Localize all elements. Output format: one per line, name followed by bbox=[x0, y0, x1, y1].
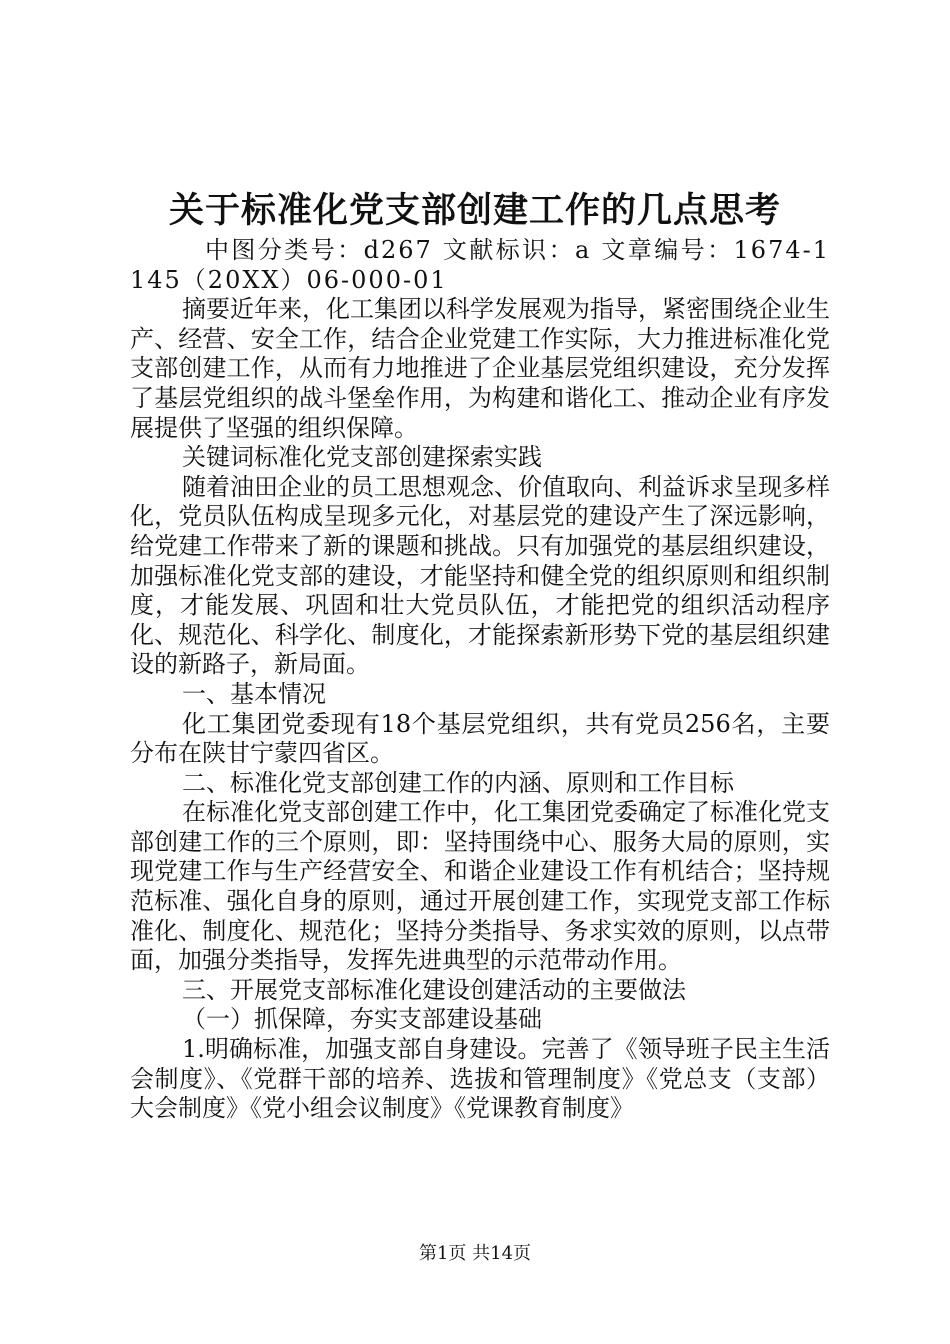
section-heading-1: 一、基本情况 bbox=[182, 679, 326, 708]
basic-situation-paragraph: 化工集团党委现有18个基层党组织，共有党员256名，主要分布在陕甘宁蒙四省区。 bbox=[130, 709, 830, 768]
standards-paragraph: 1.明确标准，加强支部自身建设。完善了《领导班子民主生活会制度》、《党群干部的培养、选拔和管理制度》《党总支（支部）大会制度》《党小组会议制度》《党课教育制度》 bbox=[130, 1035, 830, 1123]
principles-paragraph: 在标准化党支部创建工作中，化工集团党委确定了标准化党支部创建工作的三个原则，即：坚持围绕中心、服务大局的原则，实现党建工作与生产经营安全、和谐企业建设工作有机结合；坚持规范标准、强化自身的原则，通过开展创建工作，实现党支部工作标准化、制度化、规范化；坚持分类指导、务求实效的原则，以点带面，加强分类指导，发挥先进典型的示范带动作用。 bbox=[130, 798, 830, 975]
subsection-heading-1: （一）抓保障，夯实支部建设基础 bbox=[182, 1005, 542, 1034]
keywords-paragraph: 关键词标准化党支部创建探索实践 bbox=[182, 443, 542, 472]
document-body bbox=[130, 236, 830, 1124]
page-number: 第1页 共14页 bbox=[418, 1243, 532, 1264]
classification-info: 中图分类号：d267 文献标识：a 文章编号：1674-1145（20XX）06-000-01 bbox=[130, 236, 830, 294]
document-title: 关于标准化党支部创建工作的几点思考 bbox=[168, 190, 781, 231]
abstract-paragraph: 摘要近年来，化工集团以科学发展观为指导，紧密围绕企业生产、经营、安全工作，结合企业党建工作实际，大力推进标准化党支部创建工作，从而有力地推进了企业基层党组织建设，充分发挥了基层党组织的战斗堡垒作用，为构建和谐化工、推动企业有序发展提供了坚强的组织保障。 bbox=[130, 295, 830, 442]
section-heading-3: 三、开展党支部标准化建设创建活动的主要做法 bbox=[182, 975, 686, 1004]
intro-paragraph: 随着油田企业的员工思想观念、价值取向、利益诉求呈现多样化，党员队伍构成呈现多元化，对基层党的建设产生了深远影响，给党建工作带来了新的课题和挑战。只有加强党的基层组织建设，加强标准化党支部的建设，才能坚持和健全党的组织原则和组织制度，才能发展、巩固和壮大党员队伍，才能把党的组织活动程序化、规范化、科学化、制度化，才能探索新形势下党的基层组织建设的新路子，新局面。 bbox=[130, 472, 830, 679]
section-heading-2: 二、标准化党支部创建工作的内涵、原则和工作目标 bbox=[182, 768, 734, 797]
